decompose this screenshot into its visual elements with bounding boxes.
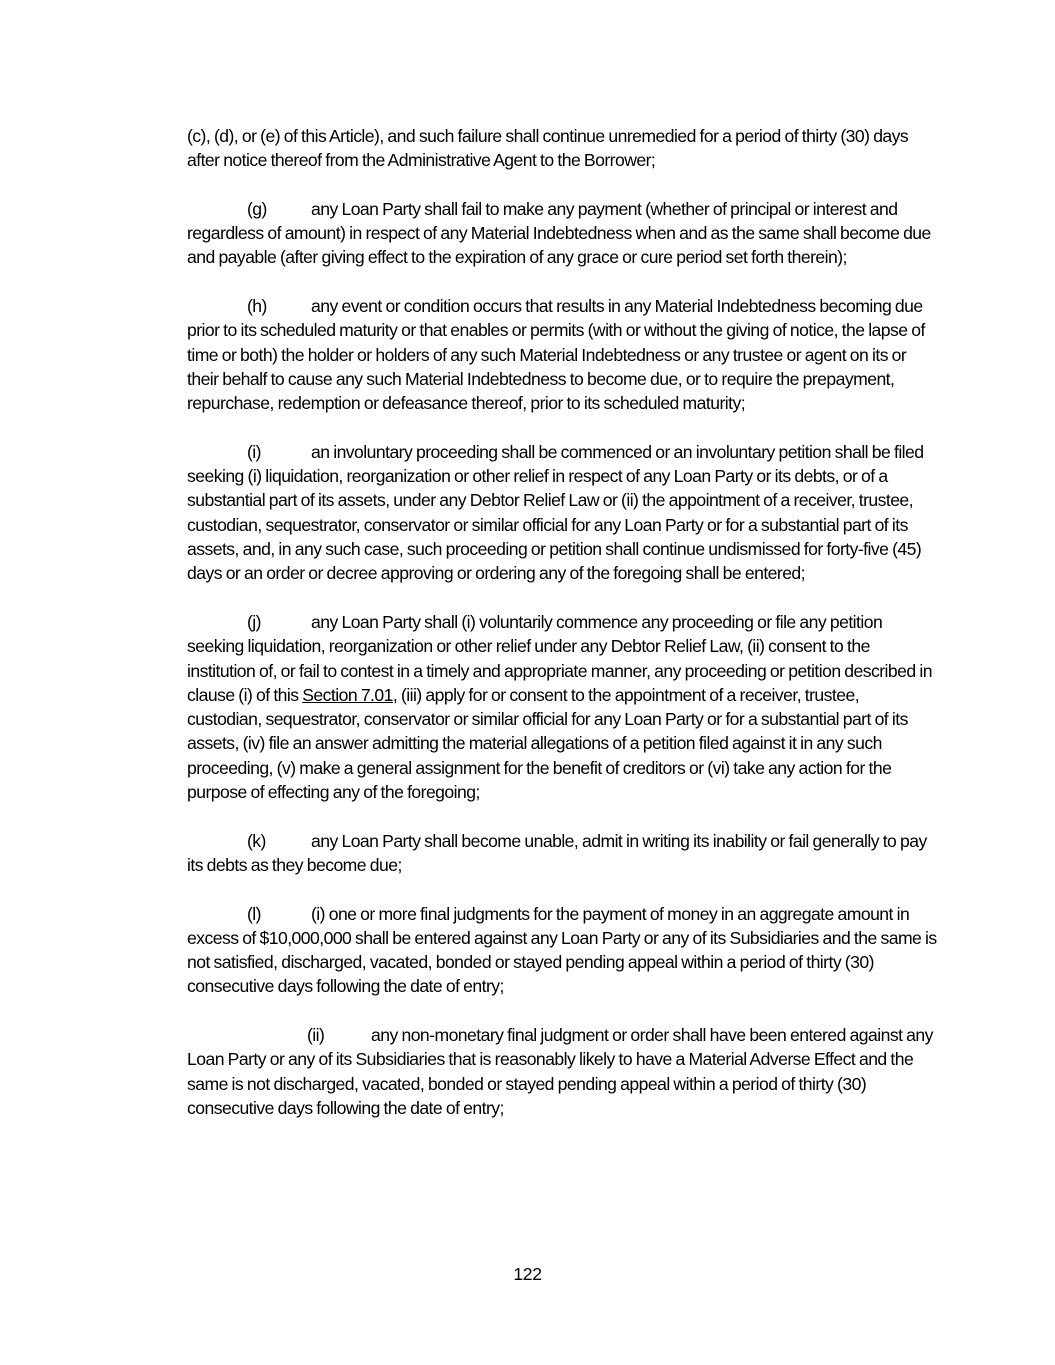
paragraph-text: (c), (d), or (e) of this Article), and such failure shall continue unremedied for a period of thirty (30) days after notice thereof from the Administrative Agent to the Borrower; (187, 126, 909, 171)
clause-text: any event or condition occurs that results in any Material Indebtedness becoming due prior to its scheduled maturity or that enables or permits (with or without the giving of notice, the lapse of time or both) the holder or holders of any such Material Indebtedness or any trustee or agent on its or their behalf to cause any such Material Indebtedness to become due, or to require the prepayment, repurchase, redemption or defeasance thereof, prior to its scheduled maturity; (187, 296, 925, 414)
page-number: 122 (513, 1264, 542, 1284)
clause-marker: (l) (247, 903, 261, 924)
clause-marker: (j) (247, 611, 261, 632)
clause-j (187, 610, 937, 804)
document-body (187, 124, 937, 1144)
clause-text: any Loan Party shall become unable, admit in writing its inability or fail generally to pay its debts as they become due; (187, 830, 927, 875)
clause-text: an involuntary proceeding shall be commenced or an involuntary petition shall be filed seeking (i) liquidation, reorganization or other relief in respect of any Loan Party or its debts, or of a substantial part of its assets, under any Debtor Relief Law or (ii) the appointment of a receiver, trustee, custodian, sequestrator, conservator or similar official for any Loan Party or for a substantial part of its assets, and, in any such case, such proceeding or petition shall continue undismissed for forty-five (45) days or an order or decree approving or ordering any of the foregoing shall be entered; (187, 441, 924, 584)
clause-marker: (h) (247, 296, 267, 317)
clause-text: any Loan Party shall (i) voluntarily commence any proceeding or file any petition seeking liquidation, reorganization or other relief under any Debtor Relief Law, (ii) consent to the institution of, or fail to contest in a timely and appropriate manner, any proceeding or petition described in clause (i) of this (187, 611, 932, 705)
clause-marker: (g) (247, 198, 267, 219)
section-reference-link[interactable]: Section 7.01 (302, 684, 393, 705)
paragraph-continuation (187, 124, 937, 173)
clause-g (187, 197, 937, 270)
clause-l (187, 902, 937, 999)
clause-text-continued: , (iii) apply for or consent to the appointment of a receiver, trustee, custodian, sequestrator, conservator or similar official for any Loan Party or for a substantial part of its assets, (iv) file an answer admitting the material allegations of a petition filed against it in any such proceeding, (v) make a general assignment for the benefit of creditors or (vi) take any action for the purpose of effecting any of the foregoing; (187, 684, 908, 803)
clause-k (187, 829, 937, 878)
clause-text: any Loan Party shall fail to make any payment (whether of principal or interest and regardless of amount) in respect of any Material Indebtedness when and as the same shall become due and payable (after giving effect to the expiration of any grace or cure period set forth therein); (187, 198, 931, 268)
clause-i (187, 440, 937, 586)
clause-marker: (ii) (307, 1024, 325, 1045)
clause-text: (i) one or more final judgments for the payment of money in an aggregate amount in excess of $10,000,000 shall be entered against any Loan Party or any of its Subsidiaries and the same is not satisfied, discharged, vacated, bonded or stayed pending appeal within a period of thirty (30) consecutive days following the date of entry; (187, 903, 937, 997)
clause-l-ii (187, 1023, 937, 1120)
clause-text: any non-monetary final judgment or order shall have been entered against any Loan Party or any of its Subsidiaries that is reasonably likely to have a Material Adverse Effect and the same is not discharged, vacated, bonded or stayed pending appeal within a period of thirty (30) consecutive days following the date of entry; (187, 1024, 933, 1118)
clause-marker: (k) (247, 830, 266, 851)
clause-h (187, 294, 937, 415)
clause-marker: (i) (247, 441, 261, 462)
